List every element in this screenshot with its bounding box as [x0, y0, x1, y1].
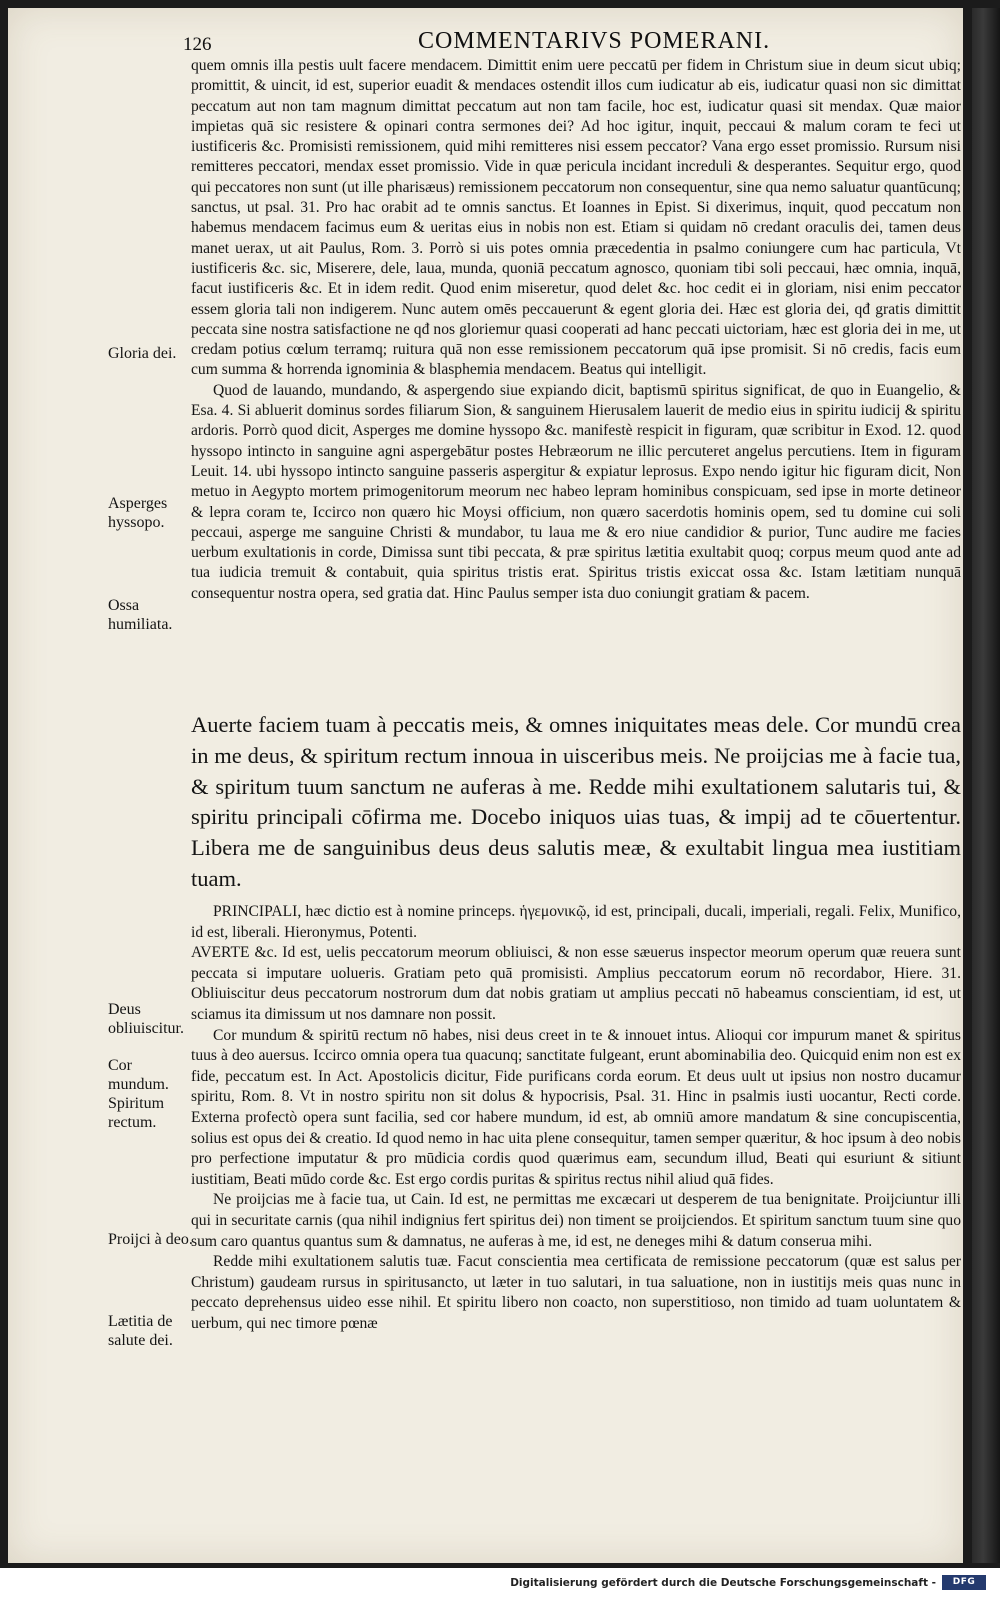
commentary-top	[191, 56, 961, 604]
page-number: 126	[183, 34, 212, 55]
margin-note: Deus obliuiscitur.	[108, 1001, 184, 1037]
paragraph: quem omnis illa pestis uult facere mendacem. Dimittit enim uere peccatū per fidem in Christum siue in deum sicut ubiq; promittit, & uincit, id est, superior euadit & mendaces ostendit illos cum iudicatur ab eis, iudicatur quasi non sic dimittat peccatum aut non tam magnum dimittat peccatum aut non tam facile, hoc est, iudicatur quasi sit mendax. Quæ maior impietas quā sic resistere & opinari contra sermones dei? Ad hoc igitur, inquit, peccaui & malum coram te feci ut iustificeris &c. Promisisti remissionem, quid mihi remitteres nisi essem peccator? Vana ergo esset promissio. Rursum nisi remitteres peccatori, mendax esset promissio. Vide in quæ pericula incidant increduli & desperantes. Sequitur ergo, quod qui peccatores non sunt (ut ille pharisæus) remissionem peccatorum non consequentur, sine qua nemo saluatur quantūcunq; sanctus, ut psal. 31. Pro hac orabit ad te omnis sanctus. Et Ioannes in Epist. Si dixerimus, inquit, quod peccatum non habemus mendacem facimus eum & ueritas eius in nobis non est. Etiam si quidam nō credant oraculis dei, tamen deus manet uerax, ut ait Paulus, Rom. 3. Porrò si uis potes omnia præcedentia in psalmo coniungere cum hac particula, Vt iustificeris &c. sic, Miserere, dele, laua, munda, quoniā peccatum agnosco, quoniam tibi soli peccaui, hæc omnia, inquā, facut iustificeris &c. Et in idem redit. Quod enim miseretur, quod delet &c. hoc cedit ei in gloriam, nisi enim peccator essem gloria tali non indigerem. Nunc autem omēs peccauerunt & egent gloria dei. Hæc est gloria dei, qđ gratis dimittit peccata sine nostra satisfactione ne qđ nos gloriemur quasi cooperati ad hanc peccati uictoriam, hæc est gloria dei in me, ut credam potius cœlum terramq; ruitura quā non esse remissionem peccatorum quā ipse promisit. Si nō credis, facis eum cum summa & horrenda ignominia & blasphemia mendacem. Beatus qui intelligit.	[191, 57, 961, 379]
psalm-verse	[191, 710, 961, 895]
footer-credit: Digitalisierung gefördert durch die Deutsche Forschungsgemeinschaft -	[510, 1577, 936, 1589]
verse-text: Auerte faciem tuam à peccatis meis, & omnes iniquitates meas dele. Cor mundū crea in me deus, & spiritum rectum innoua in uisceribus meis. Ne proijcias me à facie tua, & spiritum tuum sanctum ne auferas à me. Redde mihi exultationem salutaris tui, & spiritu principali cōfirma me. Docebo iniquos uias tuas, & impij ad te cōuertentur. Libera me de sanguinibus deus deus salutis meæ, & exultabit lingua mea iustitiam tuam.	[191, 712, 961, 891]
commentary-bottom	[191, 902, 961, 1334]
book-page	[8, 8, 963, 1563]
margin-note: Gloria dei.	[108, 345, 177, 362]
paragraph: AVERTE &c. Id est, uelis peccatorum meorum obliuisci, & non esse sæuerus inspector meorum operum quæ reuera sunt peccata si imputare uolueris. Gratiam peto quā promisisti. Amplius peccatorum eorum nō recordabor, Hiere. 31. Obliuiscitur deus peccatorum nostrorum dum dat nobis gratiam ut amplius peccati nō habeamus conscientiam, id est, ut sciamus ita dimissum ut nos damnare non possit.	[191, 944, 961, 1023]
margin-note: Proijci à deo.	[108, 1231, 193, 1248]
margin-note: Lætitia de salute dei.	[108, 1313, 173, 1349]
paragraph: Ne proijcias me à facie tua, ut Cain. Id est, ne permittas me excæcari ut desperem de tua benignitate. Proijciuntur illi qui in securitate carnis (qua nihil indignius fert spiritus dei) non timent se proijciendos. Et spiritum sanctum tuum sine quo sum caro quantus quantus sum & damnatus, ne auferas à me, id est, ne deneges mihi & datum conserua mihi.	[191, 1191, 961, 1250]
paragraph: Redde mihi exultationem salutis tuæ. Facut conscientia mea certificata de remissione peccatorum (quæ est salus per Christum) gaudeam rursus in spiritusancto, ut læter in tuo salutari, in tua saluatione, non in iustitijs meis quas nunc in peccato deprehensus uideo esse nihil. Et spiritu libero non coacto, non superstitioso, non timido ad tuam uoluntatem & uerbum, qui nec timore pœnæ	[191, 1253, 961, 1332]
margin-note: Cor mundum. Spiritum rectum.	[108, 1057, 169, 1131]
dfg-logo: DFG	[942, 1575, 986, 1590]
paragraph: PRINCIPALI, hæc dictio est à nomine princeps. ἡγεμονικῷ, id est, principali, ducali, imperiali, regali. Felix, Munifico, id est, liberali. Hieronymus, Potenti.	[191, 903, 961, 941]
running-head	[8, 26, 963, 56]
paragraph: Cor mundum & spiritū rectum nō habes, nisi deus creet in te & innouet intus. Alioqui cor impurum manet & spiritus tuus à deo auersus. Iccirco omnia opera tua quacunq; sanctitate fulgeant, erunt abominabilia deo. Quicquid enim non est ex fide, peccatum est. In Act. Apostolicis dicitur, Fide purificans corda eorum. Et deus uult ut ipsius non nostro ducamur spiritu, Rom. 8. Vt in nostro spiritu non sit dolus & hypocrisis, Psal. 31. Hinc in psalmis iusti uocantur, Recti corde. Externa profectò opera sunt facilia, sed cor habere mundum, id est, ab omniū amore mandatum & sine concupiscentia, solius est opus dei & creatio. Id quod nemo in hac uita plene consequitur, tamen semper quæritur, & hoc ipsum à deo nobis pro perfectione imputatur & pro mūdicia cordis quod quærimus eam, secundum illud, Beati qui esuriunt & sitiunt iustitiam, Beati mūdo corde &c. Est ergo cordis puritas & spiritus rectus nihil aliud quā fides.	[191, 1026, 961, 1188]
page-edge-shadow	[972, 8, 1000, 1563]
running-title: COMMENTARIVS POMERANI.	[418, 28, 771, 54]
margin-note: Ossa humiliata.	[108, 597, 173, 633]
paragraph: Quod de lauando, mundando, & aspergendo siue expiando dicit, baptismū spiritus significat, de quo in Euangelio, & Esa. 4. Si abluerit dominus sordes filiarum Sion, & sanguinem Hierusalem lauerit de medio eius in spiritu iudicij & spiritu ardoris. Porrò quod dicit, Asperges me domine hyssopo &c. manifestè respicit in figuram, quæ scribitur in Exod. 12. quod hyssopo intincto in sanguine agni aspergebātur postes Hebræorum ne illic percuteret angelus percutiens. Item in figuram Leuit. 14. ubi hyssopo intincto sanguine passeris aspergitur & expiatur leprosus. Expo nendo igitur hic figuram dicit, Non metuo in Aegypto mortem primogenitorum meorum nec habeo lepram hominibus conspicuam, sed ipse in morte detineor & lepra coram te, Iccirco non quæro hic Moysi officium, non quæro sacerdotis hominis opem, sed tu domine cui soli peccaui, asperge me sanguine Christi & mundabor, tu laua me & ero niue candidior & purior, Tunc audire me facies uerbum exultationis in corde, Dimissa sunt tibi peccata, & præ spiritus lætitia exultabit quoq; corpus meum quod ante ad tua iudicia tremuit & contabuit, quia spiritus tristis erat. Spiritus tristis exiccat ossa &c. Istam lætitiam nunquā consequentur nostra opera, sed gratia dat. Hinc Paulus semper ista duo coniungit gratiam & pacem.	[191, 381, 961, 602]
margin-note: Asperges hyssopo.	[108, 495, 168, 531]
footer-bar	[0, 1568, 1000, 1597]
